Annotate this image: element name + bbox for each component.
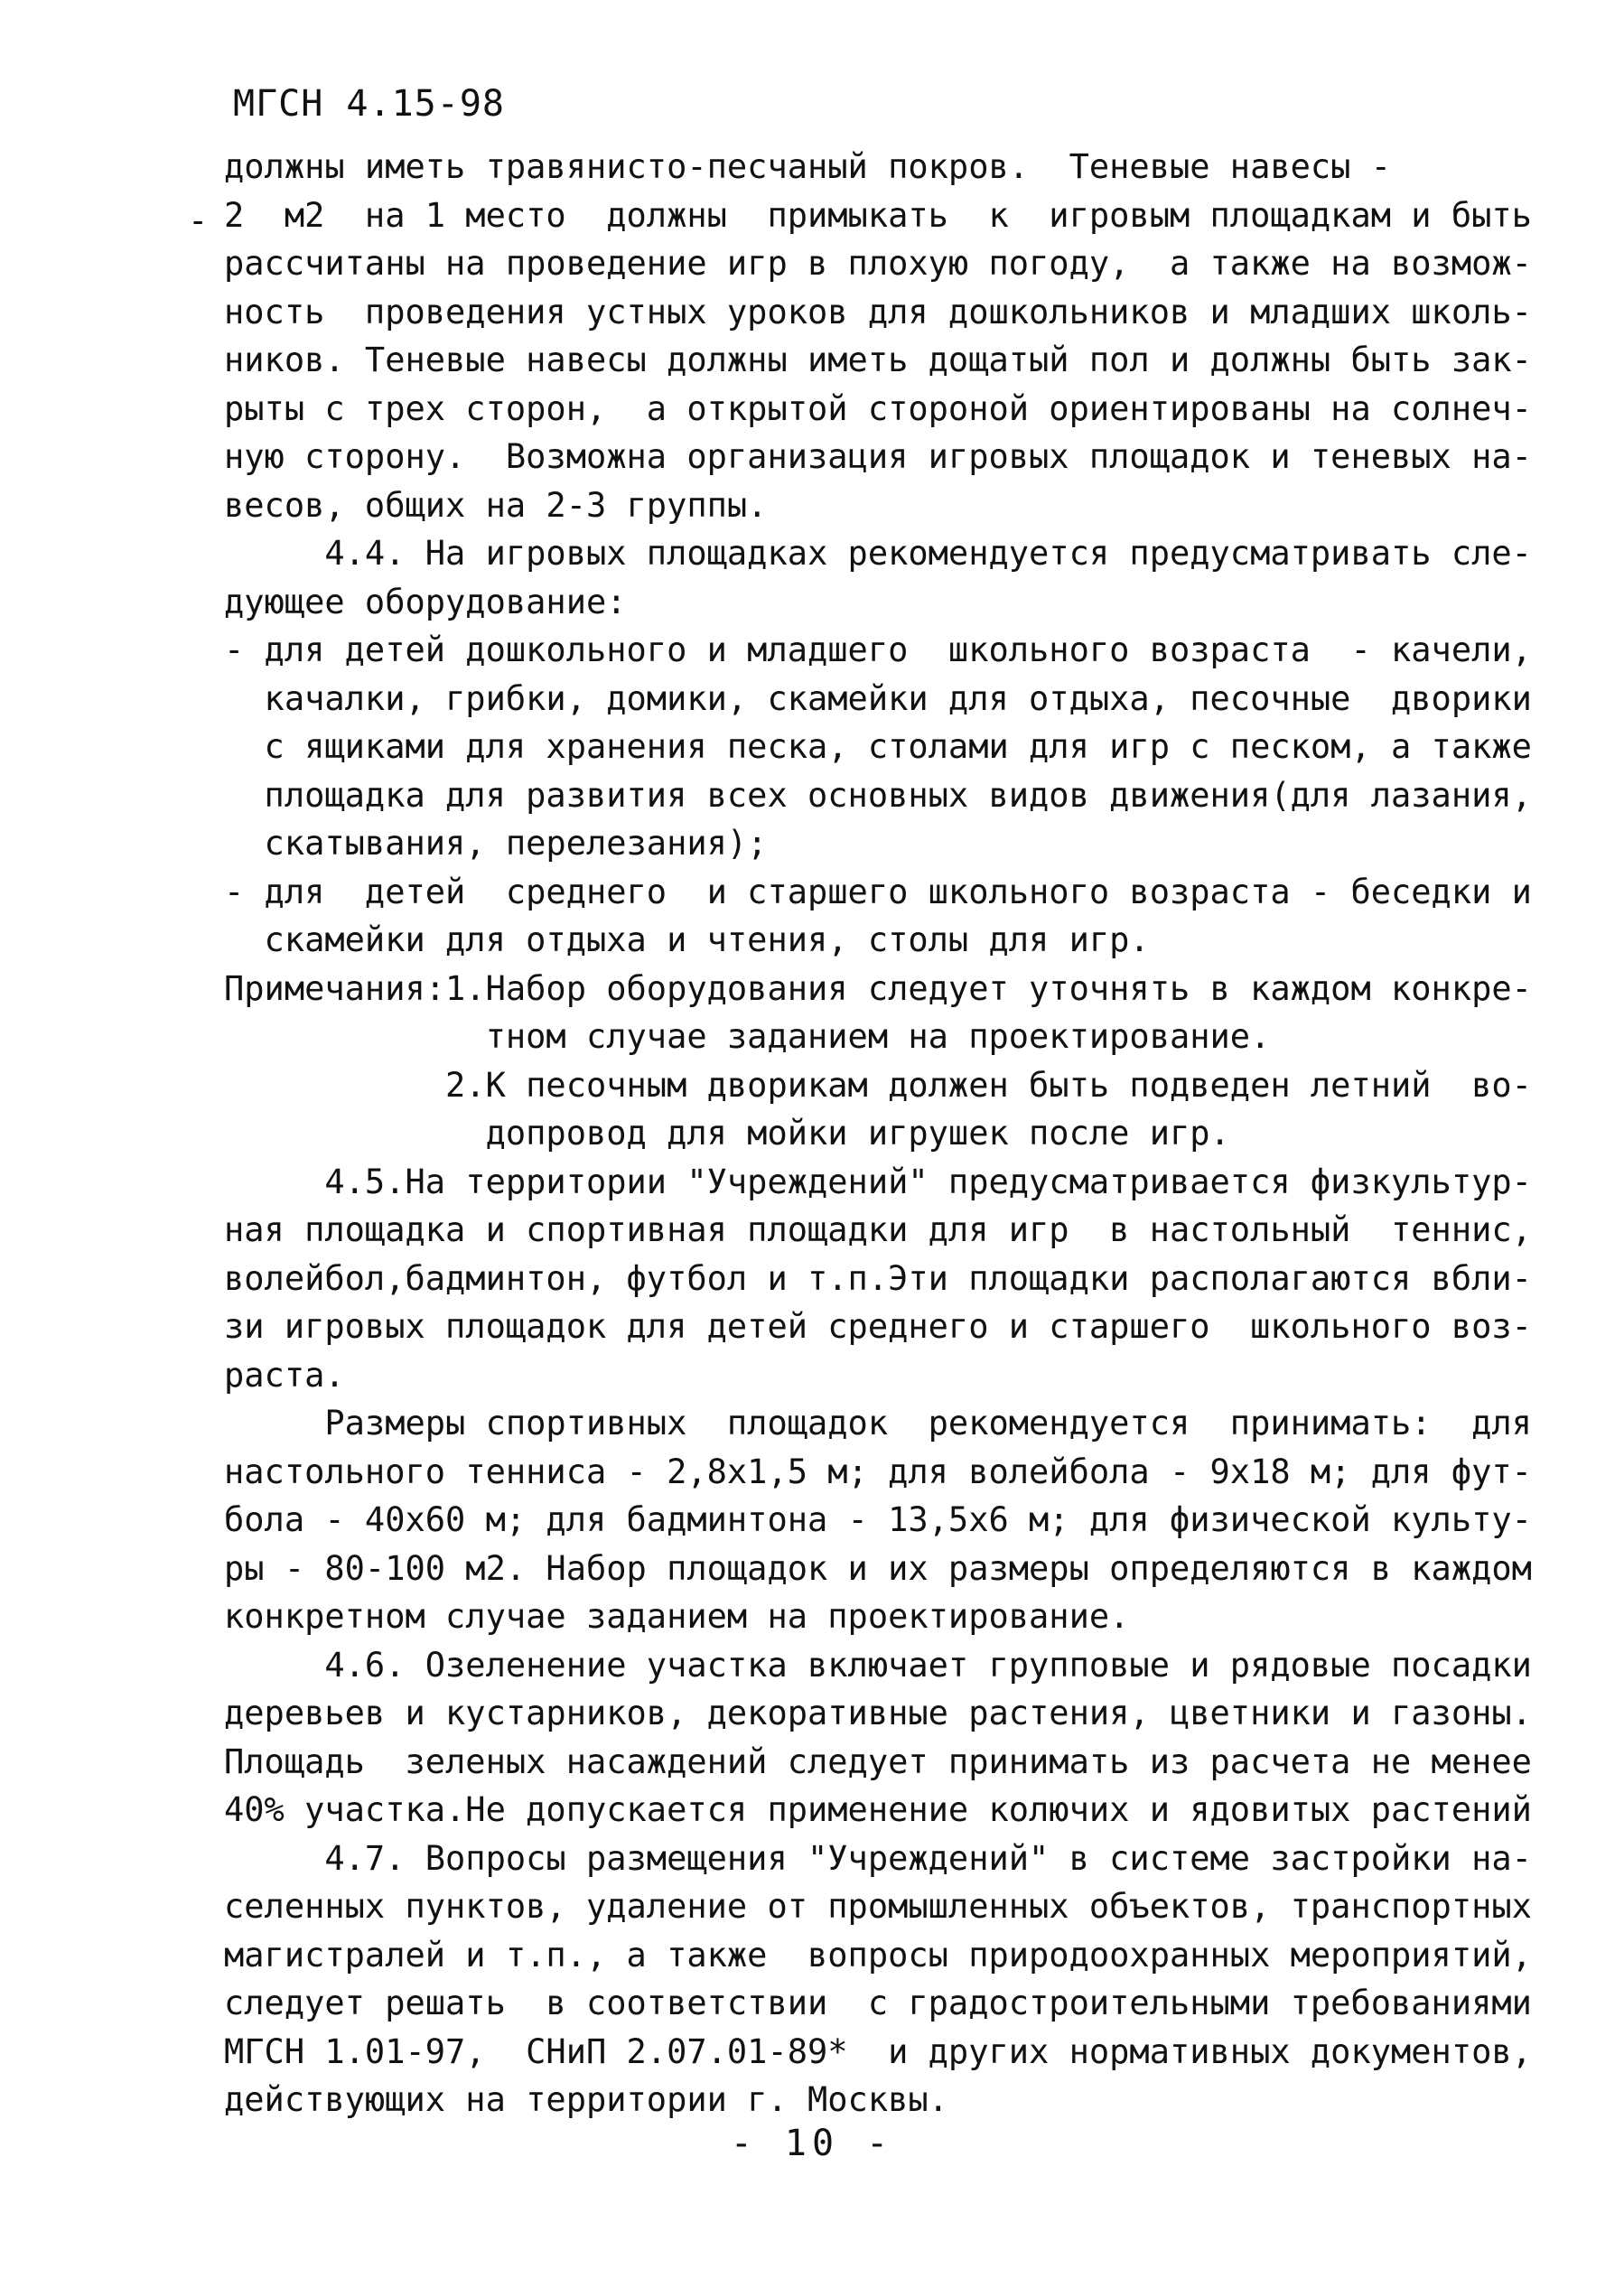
body-text bbox=[224, 143, 1532, 2124]
page-number: - 10 - bbox=[730, 2123, 894, 2164]
text-line: тном случае заданием на проектирование. bbox=[224, 1017, 1271, 1056]
section-4-4-line: 4.4. На игровых площадках рекомендуется предусматривать сле- bbox=[224, 534, 1532, 573]
section-4-6-line: 4.6. Озеленение участка включает групповые и рядовые посадки bbox=[224, 1645, 1532, 1685]
text-line: ры - 80-100 м2. Набор площадок и их размеры определяются в каждом bbox=[224, 1548, 1532, 1588]
text-line: площадка для развития всех основных видов движения(для лазания, bbox=[224, 775, 1532, 815]
text-line: ную сторону. Возможна организация игровых площадок и теневых на- bbox=[224, 437, 1532, 476]
text-line: должны иметь травянисто-песчаный покров. Теневые навесы - bbox=[224, 147, 1392, 186]
text-line: весов, общих на 2-3 группы. bbox=[224, 485, 768, 525]
text-line: деревьев и кустарников, декоративные растения, цветники и газоны. bbox=[224, 1694, 1532, 1732]
text-line: ная площадка и спортивная площадки для игр в настольный теннис, bbox=[224, 1210, 1532, 1249]
text-line: дующее оборудование: bbox=[224, 582, 627, 621]
text-line: рыты с трех сторон, а открытой стороной ориентированы на солнеч- bbox=[224, 388, 1532, 428]
text-line: конкретном случае заданием на проектирование. bbox=[224, 1597, 1130, 1636]
text-line: следует решать в соответствии с градостроительными требованиями bbox=[224, 1984, 1532, 2022]
margin-mark: - bbox=[188, 201, 209, 240]
text-line: ников. Теневые навесы должны иметь дощатый пол и должны быть зак- bbox=[224, 341, 1532, 379]
list-item: - для детей дошкольного и младшего школьного возраста - качели, bbox=[224, 630, 1532, 669]
document-code: МГСН 4.15-98 bbox=[233, 83, 505, 125]
list-item: - для детей среднего и старшего школьного возраста - беседки и bbox=[224, 872, 1532, 911]
text-line: 40% участка.Не допускается применение колючих и ядовитых растений bbox=[224, 1790, 1532, 1829]
text-line: с ящиками для хранения песка, столами для игр с песком, а также bbox=[224, 727, 1532, 766]
text-line: рассчитаны на проведение игр в плохую погоду, а также на возмож- bbox=[224, 244, 1532, 283]
section-4-5-line: 4.5.На территории "Учреждений" предусматривается физкультур- bbox=[224, 1162, 1532, 1201]
text-line: МГСН 1.01-97, СНиП 2.07.01-89* и других нормативных документов, bbox=[224, 2031, 1532, 2071]
section-4-7-line: 4.7. Вопросы размещения "Учреждений" в системе застройки на- bbox=[224, 1838, 1532, 1878]
text-line: бола - 40х60 м; для бадминтона - 13,5х6 м; для физической культу- bbox=[224, 1500, 1532, 1539]
text-line: 2 м2 на 1 место должны примыкать к игровым площадкам и быть bbox=[224, 195, 1532, 235]
text-line: зи игровых площадок для детей среднего и старшего школьного воз- bbox=[224, 1307, 1532, 1346]
text-line: магистралей и т.п., а также вопросы природоохранных мероприятий, bbox=[224, 1935, 1532, 1975]
notes-line: 2.К песочным дворикам должен быть подведен летний во- bbox=[224, 1065, 1532, 1105]
notes-line: Примечания:1.Набор оборудования следует уточнять в каждом конкре- bbox=[224, 968, 1532, 1008]
text-line: ность проведения устных уроков для дошкольников и младших школь- bbox=[224, 292, 1532, 331]
text-line: волейбол,бадминтон, футбол и т.п.Эти площадки располагаются вбли- bbox=[224, 1258, 1532, 1298]
text-line: скатывания, перелезания); bbox=[224, 824, 768, 863]
text-line: качалки, грибки, домики, скамейки для отдыха, песочные дворики bbox=[224, 678, 1532, 718]
text-line: селенных пунктов, удаление от промышленных объектов, транспортных bbox=[224, 1887, 1532, 1926]
text-line: допровод для мойки игрушек после игр. bbox=[224, 1114, 1230, 1153]
text-line: действующих на территории г. Москвы. bbox=[224, 2080, 948, 2119]
text-line: скамейки для отдыха и чтения, столы для игр. bbox=[224, 920, 1150, 959]
text-line: раста. bbox=[224, 1355, 345, 1395]
text-line: настольного тенниса - 2,8х1,5 м; для волейбола - 9х18 м; для фут- bbox=[224, 1452, 1532, 1491]
text-line: Площадь зеленых насаждений следует принимать из расчета не менее bbox=[224, 1741, 1532, 1781]
text-line: Размеры спортивных площадок рекомендуется принимать: для bbox=[224, 1404, 1532, 1443]
